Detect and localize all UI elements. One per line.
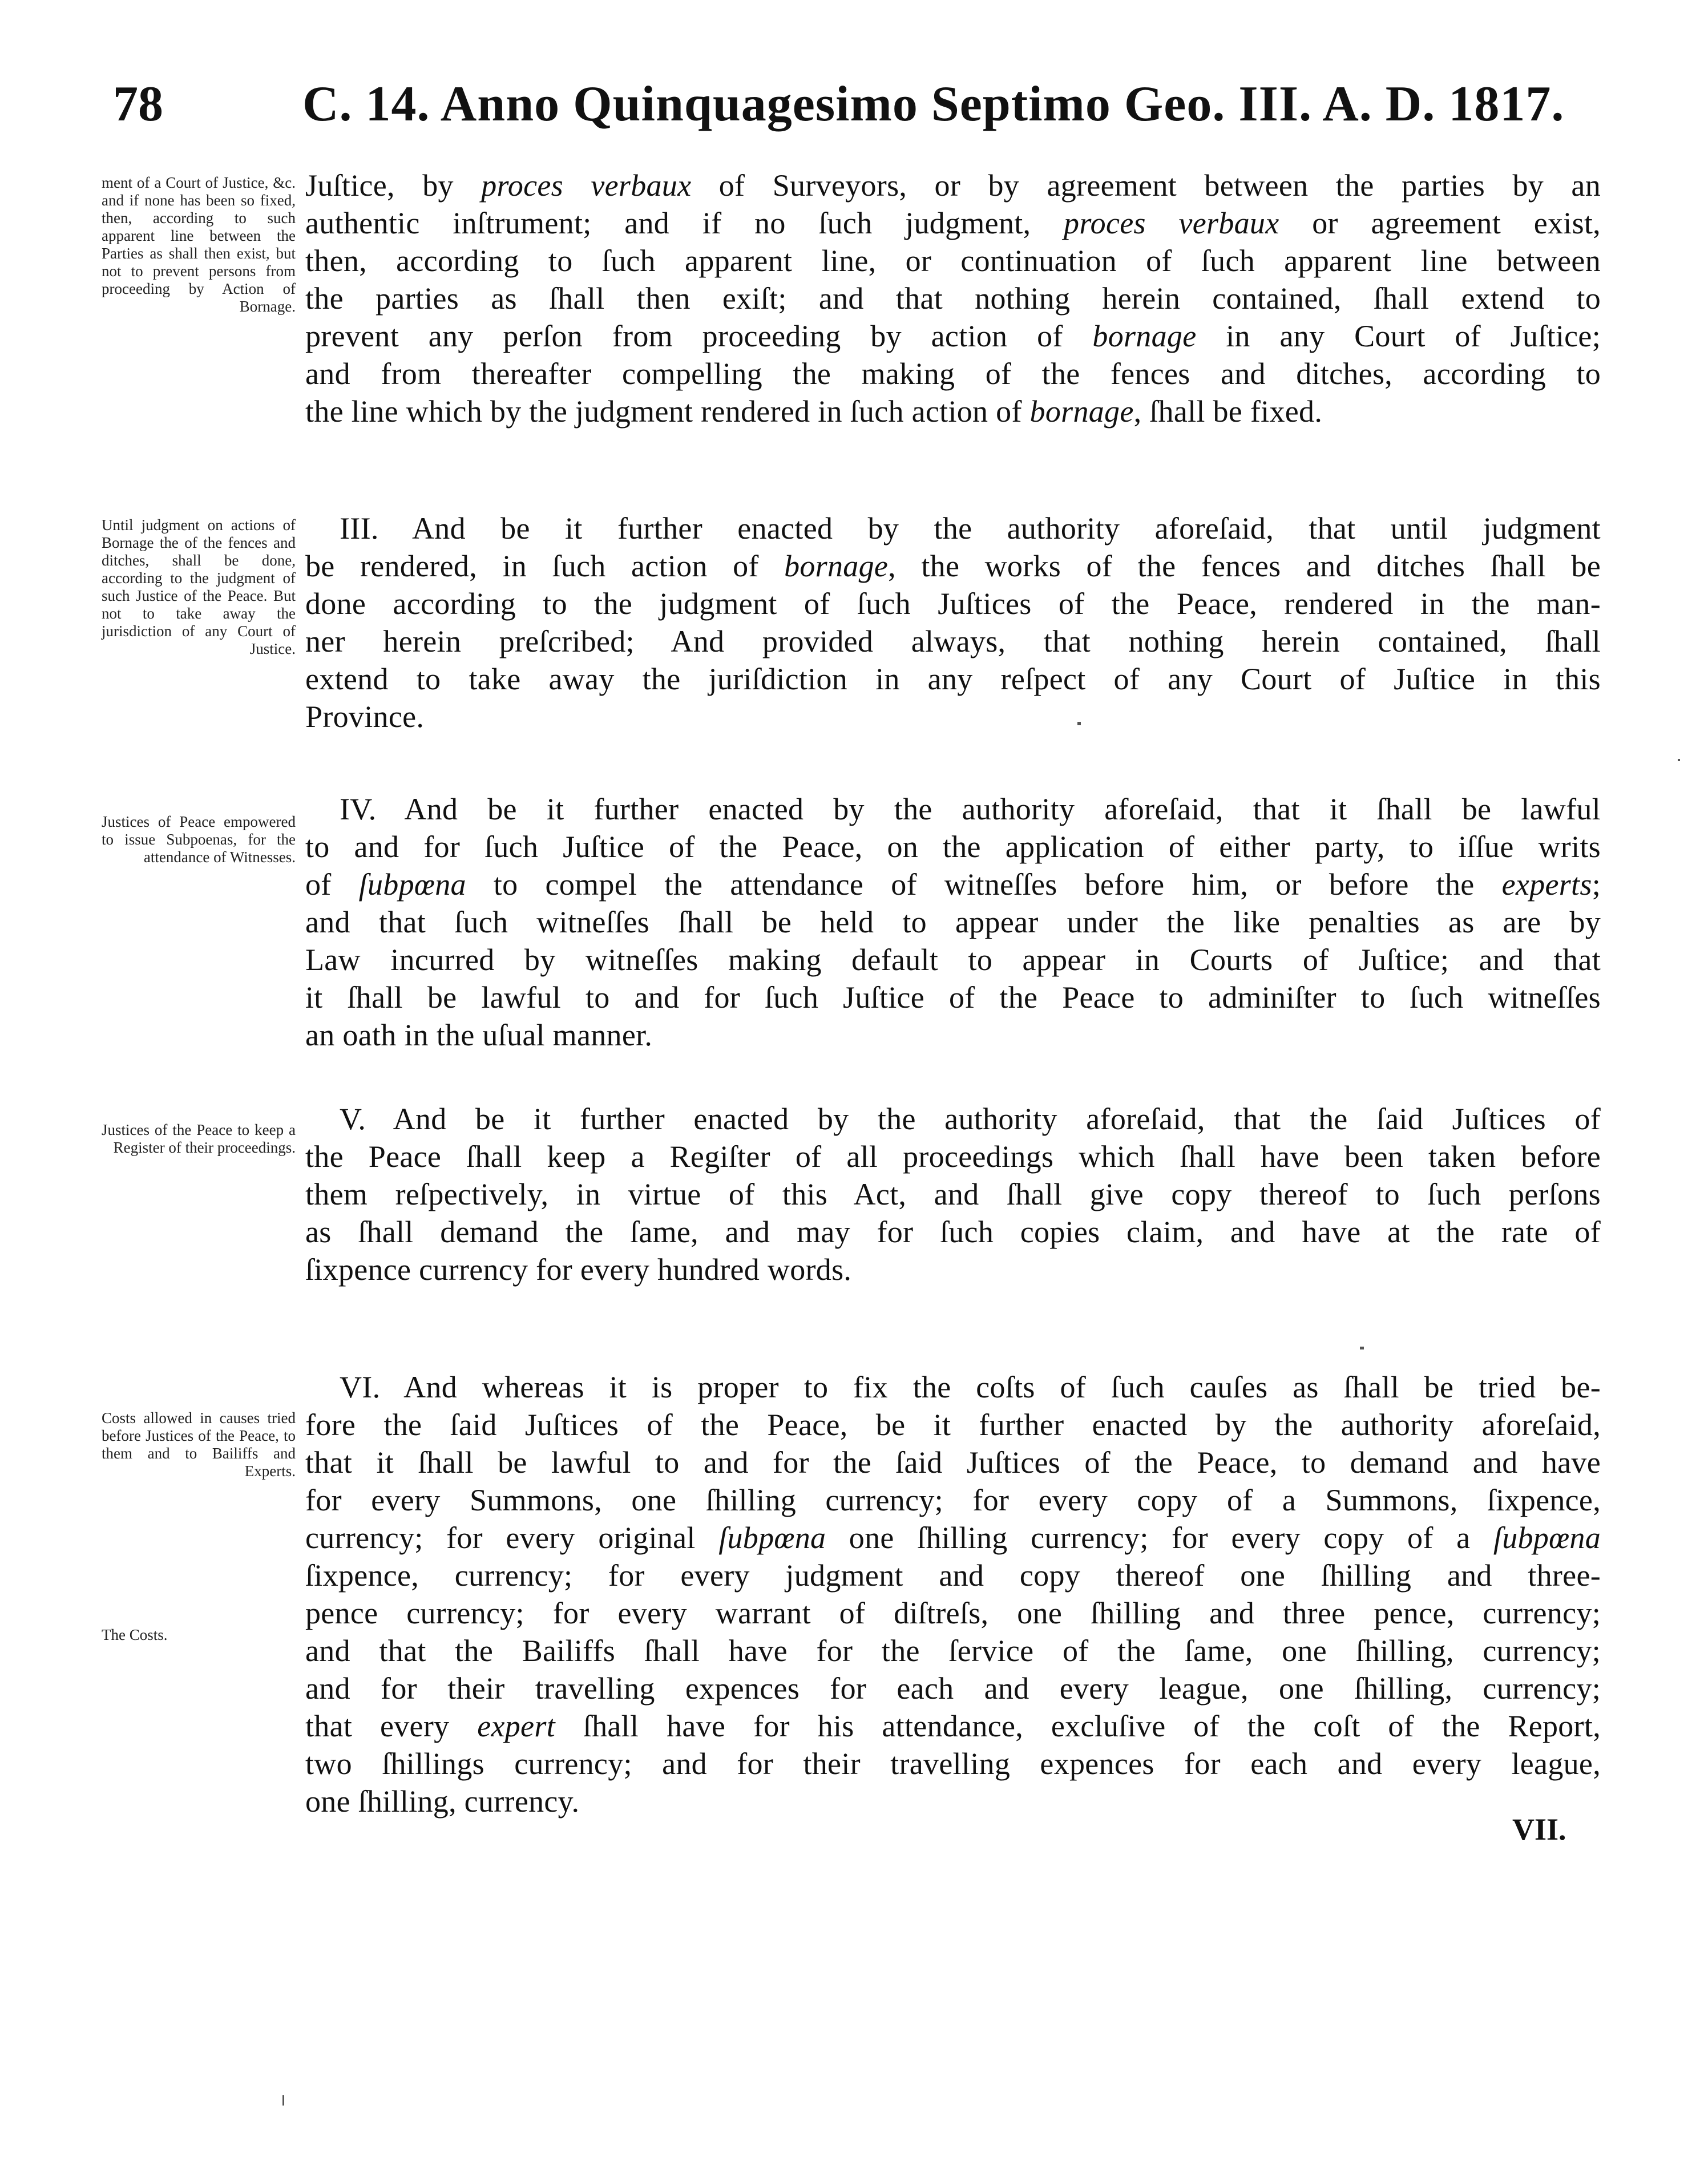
italic-term: bornage (1029, 394, 1134, 429)
text-line: to and for ſuch Juſtice of the Peace, on the application of either party, to iſſue writs (305, 830, 1601, 864)
italic-term: ſubpœna (1493, 1521, 1601, 1555)
stray-mark (1678, 759, 1680, 761)
text-line: III. And be it further enacted by the authority aforeſaid, that until judgment (340, 511, 1601, 545)
text-line: then, according to ſuch apparent line, or continuation of ſuch apparent line between (305, 244, 1601, 278)
section-5 (305, 1100, 1601, 1288)
catchword: VII. (1512, 1812, 1566, 1846)
text-line: of ſubpœna to compel the attendance of witneſſes before him, or before the experts; (305, 867, 1601, 902)
marginal-note-until-judgment: Until judgment on actions of Bornage the of the fences and ditches, shall be done, according to the judgment of such Justice of the Peace. But not to take away the jurisdiction of any Court of Justice. (102, 516, 296, 657)
italic-term: ſubpœna (718, 1521, 826, 1555)
stray-mark (1077, 722, 1081, 725)
text-line: currency; for every original ſubpœna one ſhilling currency; for every copy of a ſubpœna (305, 1521, 1601, 1555)
text-line: that every expert ſhall have for his attendance, excluſive of the coſt of the Report, (305, 1709, 1601, 1743)
text-line: done according to the judgment of ſuch Juſtices of the Peace, rendered in the man- (305, 587, 1601, 621)
text-line: ner herein preſcribed; And provided always, that nothing herein contained, ſhall (305, 624, 1601, 658)
marginal-note-register: Justices of the Peace to keep a Register of their proceedings. (102, 1121, 296, 1156)
text-line: and for their travelling expences for each and every league, one ſhilling, currency; (305, 1671, 1601, 1706)
italic-term: proces verbaux (481, 168, 692, 203)
stray-mark (282, 2095, 284, 2106)
text-line: and that ſuch witneſſes ſhall be held to appear under the like penalties as are by (305, 905, 1601, 939)
text-line: them reſpectively, in virtue of this Act, and ſhall give copy thereof to ſuch perſons (305, 1177, 1601, 1211)
marginal-note-costs-allowed: Costs allowed in causes tried before Justices of the Peace, to them and to Bailiffs and Experts. (102, 1409, 296, 1480)
text-line: it ſhall be lawful to and for ſuch Juſtice of the Peace to adminiſter to ſuch witneſſes (305, 980, 1601, 1015)
text-line: IV. And be it further enacted by the authority aforeſaid, that it ſhall be lawful (340, 792, 1601, 826)
marginal-note-bornage: ment of a Court of Justice, &c. and if none has been so fixed, then, according to such apparent line between the Parties as shall then exist, but not to prevent persons from proceeding by Action of Bornage. (102, 174, 296, 315)
text-line: pence currency; for every warrant of diſtreſs, one ſhilling and three pence, currency; (305, 1596, 1601, 1630)
text-line: an oath in the uſual manner. (305, 1018, 653, 1052)
stray-mark (1360, 1347, 1364, 1349)
text-line: ſixpence currency for every hundred words. (305, 1252, 852, 1287)
marginal-note-subpoenas: Justices of Peace empowered to issue Subpoenas, for the attendance of Witnesses. (102, 813, 296, 866)
text-line: authentic inſtrument; and if no ſuch judgment, proces verbaux or agreement exist, (305, 206, 1601, 240)
text-line: extend to take away the juriſdiction in any reſpect of any Court of Juſtice in this (305, 662, 1601, 696)
section-2-continuation (305, 167, 1601, 430)
text-line: Juſtice, by proces verbaux of Surveyors, or by agreement between the parties by an (305, 168, 1601, 203)
text-line: the Peace ſhall keep a Regiſter of all proceedings which ſhall have been taken before (305, 1139, 1601, 1174)
section-6 (305, 1368, 1601, 1820)
text-line: that it ſhall be lawful to and for the ſaid Juſtices of the Peace, to demand and have (305, 1445, 1601, 1480)
marginal-note-the-costs: The Costs. (102, 1626, 168, 1643)
text-line: fore the ſaid Juſtices of the Peace, be it further enacted by the authority aforeſaid, (305, 1408, 1601, 1442)
text-line: the parties as ſhall then exiſt; and that nothing herein contained, ſhall extend to (305, 281, 1601, 316)
italic-term: experts (1501, 867, 1592, 902)
text-line: the line which by the judgment rendered in ſuch action of bornage, ſhall be fixed. (305, 394, 1323, 429)
page-number: 78 (113, 76, 163, 132)
text-line: prevent any perſon from proceeding by action of bornage in any Court of Juſtice; (305, 319, 1601, 353)
text-line: and from thereafter compelling the making of the fences and ditches, according to (305, 357, 1601, 391)
section-4 (305, 790, 1601, 1054)
italic-term: proces verbaux (1064, 206, 1279, 240)
text-line: be rendered, in ſuch action of bornage, the works of the fences and ditches ſhall be (305, 549, 1601, 583)
text-line: ſixpence, currency; for every judgment and copy thereof one ſhilling and three- (305, 1558, 1601, 1593)
italic-term: ſubpœna (358, 867, 466, 902)
section-3 (305, 510, 1601, 736)
text-line: as ſhall demand the ſame, and may for ſuch copies claim, and have at the rate of (305, 1215, 1601, 1249)
text-line: V. And be it further enacted by the authority aforeſaid, that the ſaid Juſtices of (340, 1102, 1601, 1136)
text-line: and that the Bailiffs ſhall have for the ſervice of the ſame, one ſhilling, currency; (305, 1634, 1601, 1668)
text-line: one ſhilling, currency. (305, 1784, 580, 1819)
text-line: VI. And whereas it is proper to fix the coſts of ſuch cauſes as ſhall be tried be- (340, 1370, 1601, 1404)
text-line: for every Summons, one ſhilling currency; for every copy of a Summons, ſixpence, (305, 1483, 1601, 1517)
text-line: Province. (305, 700, 425, 734)
italic-term: bornage (784, 549, 889, 583)
italic-term: bornage (1092, 319, 1197, 353)
text-line: Law incurred by witneſſes making default to appear in Courts of Juſtice; and that (305, 943, 1601, 977)
running-head: C. 14. Anno Quinquagesimo Septimo Geo. III. A. D. 1817. (302, 76, 1565, 132)
text-line: two ſhillings currency; and for their travelling expences for each and every league, (305, 1747, 1601, 1781)
italic-term: expert (477, 1709, 555, 1743)
